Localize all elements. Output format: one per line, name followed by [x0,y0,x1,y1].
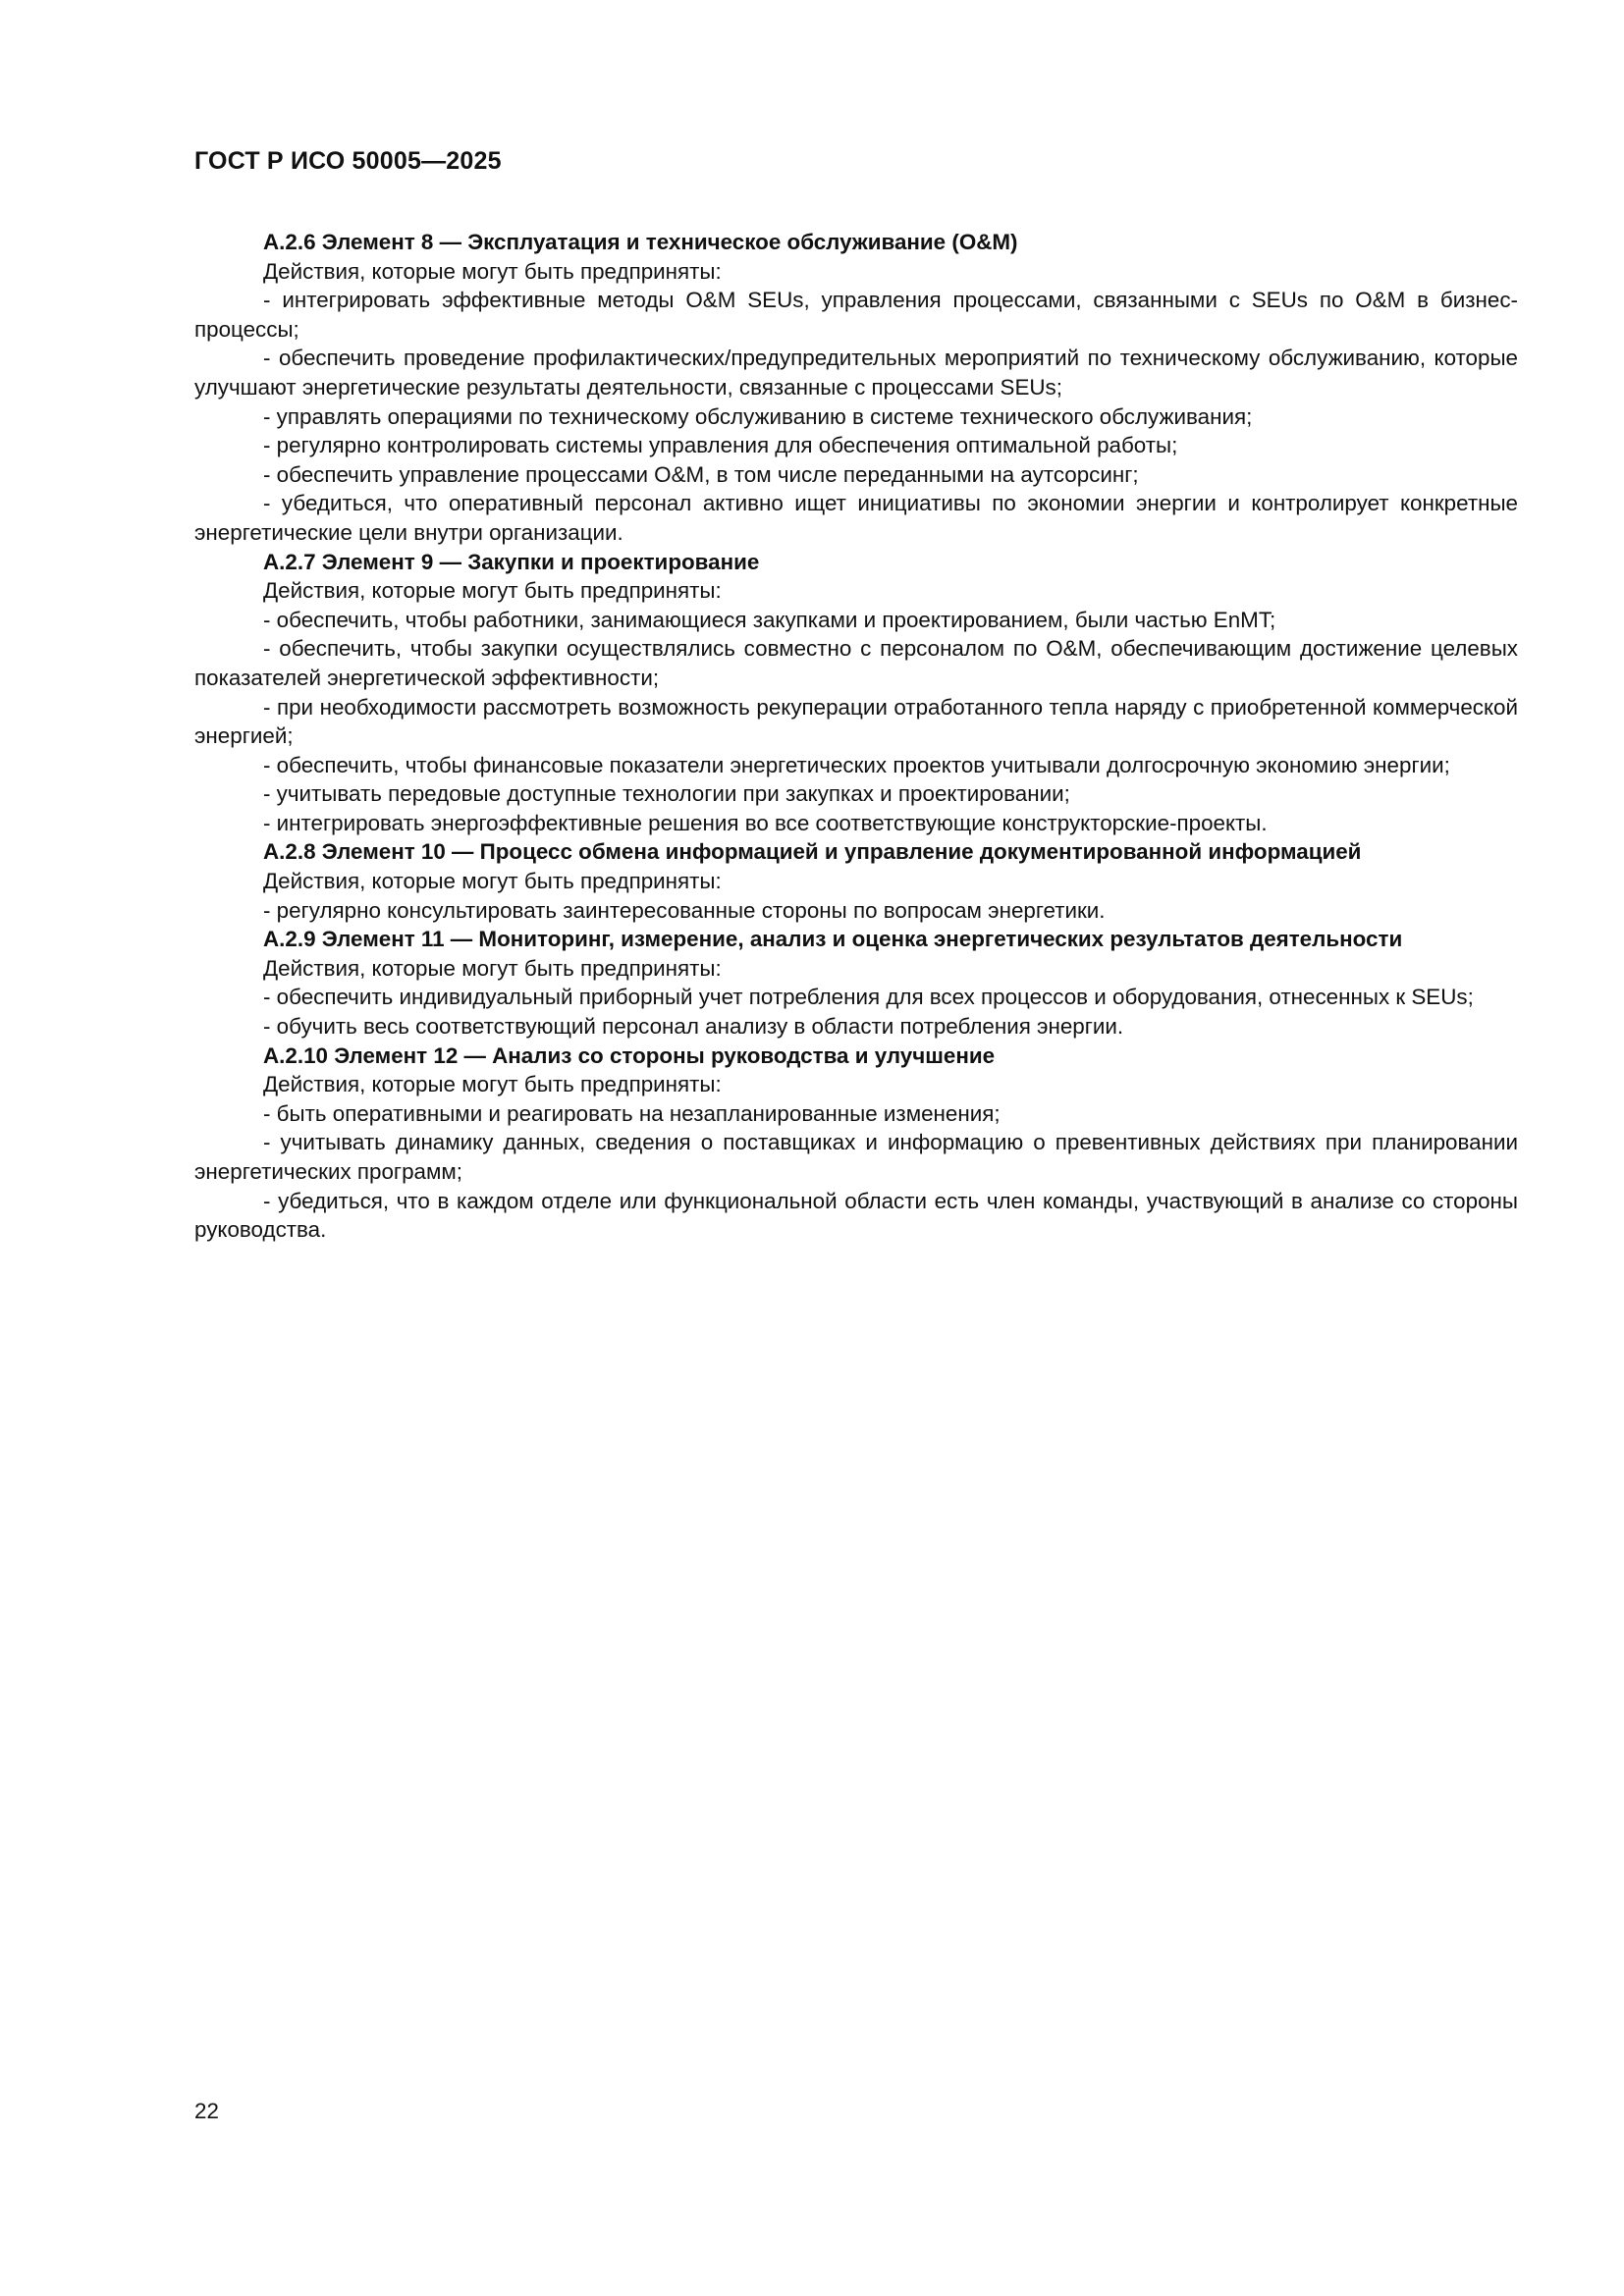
section-heading: A.2.9 Элемент 11 — Мониторинг, измерение, анализ и оценка энергетических результатов деятельности [263,927,1403,952]
list-item: - обеспечить управление процессами O&M, в том числе переданными на аутсорсинг; [263,461,1139,487]
section-intro: Действия, которые могут быть предприняты: [263,1072,722,1097]
list-item: - интегрировать энергоэффективные решения во все соответствующие конструкторские-проекты. [263,810,1268,835]
list-item: - учитывать передовые доступные технологии при закупках и проектировании; [263,781,1070,807]
list-item: - быть оперативными и реагировать на незапланированные изменения; [263,1100,1001,1126]
list-item: - обеспечить, чтобы работники, занимающиеся закупками и проектированием, были частью EnMT; [263,607,1276,632]
list-item: - обучить весь соответствующий персонал анализу в области потребления энергии. [263,1014,1124,1040]
section-heading: A.2.8 Элемент 10 — Процесс обмена информацией и управление документированной информацией [263,839,1362,865]
list-item: - учитывать динамику данных, сведения о поставщиках и информацию о превентивных действиях при планировании энергетических программ; [194,1130,1518,1184]
section-intro: Действия, которые могут быть предприняты: [263,869,722,894]
section-heading: A.2.6 Элемент 8 — Эксплуатация и техническое обслуживание (O&M) [263,230,1018,254]
document-header: ГОСТ Р ИСО 50005—2025 [194,147,502,175]
list-item: - обеспечить проведение профилактических/предупредительных мероприятий по техническому обслуживанию, которые улучшают энергетические результаты деятельности, связанные с процессами SEUs; [194,346,1518,400]
page-number: 22 [194,2099,219,2123]
section-intro: Действия, которые могут быть предприняты: [263,578,722,604]
section-heading: A.2.10 Элемент 12 — Анализ со стороны руководства и улучшение [263,1042,996,1068]
list-item: - обеспечить, чтобы закупки осуществлялись совместно с персоналом по O&M, обеспечивающим достижение целевых показателей энергетической эффективности; [194,636,1518,690]
section-intro: Действия, которые могут быть предприняты: [263,258,722,284]
list-item: - управлять операциями по техническому обслуживанию в системе технического обслуживания; [263,403,1253,429]
section-heading: A.2.7 Элемент 9 — Закупки и проектирование [263,549,760,574]
list-item: - обеспечить, чтобы финансовые показатели энергетических проектов учитывали долгосрочную экономию энергии; [263,752,1450,777]
list-item: - регулярно консультировать заинтересованные стороны по вопросам энергетики. [263,897,1106,923]
section-intro: Действия, которые могут быть предприняты: [263,955,722,981]
list-item: - при необходимости рассмотреть возможность рекуперации отработанного тепла наряду с приобретенной коммерческой энергией; [194,694,1518,749]
list-item: - регулярно контролировать системы управления для обеспечения оптимальной работы; [263,433,1178,458]
list-item: - убедиться, что оперативный персонал активно ищет инициативы по экономии энергии и контролирует конкретные энергетические цели внутри организации. [194,491,1518,545]
list-item: - интегрировать эффективные методы O&M SEUs, управления процессами, связанными с SEUs по O&M в бизнес-процессы; [194,288,1518,342]
document-body [194,228,1518,1245]
list-item: - убедиться, что в каждом отделе или функциональной области есть член команды, участвующий в анализе со стороны руководства. [194,1188,1518,1243]
list-item: - обеспечить индивидуальный приборный учет потребления для всех процессов и оборудования, отнесенных к SEUs; [263,985,1474,1010]
